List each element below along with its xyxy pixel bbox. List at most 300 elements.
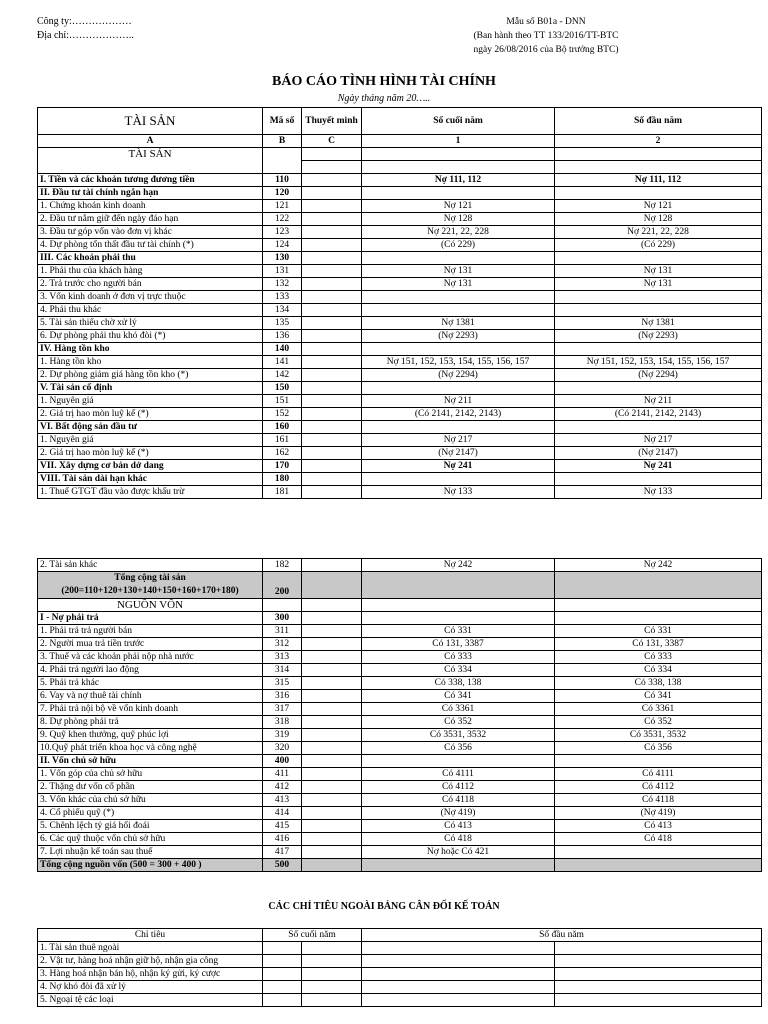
- row-end: Có 3361: [362, 703, 555, 716]
- table-row: [38, 820, 762, 833]
- row-note: [302, 317, 362, 330]
- row-code: 314: [263, 664, 302, 677]
- table-row: [38, 794, 762, 807]
- row-code: 317: [263, 703, 302, 716]
- row-begin: Có 356: [555, 742, 762, 755]
- table-header-row: [38, 108, 762, 135]
- offbalance-begin: [555, 942, 762, 955]
- offbalance-begin: [362, 942, 555, 955]
- row-code: 150: [263, 382, 302, 395]
- header-end: Số cuối năm: [362, 108, 555, 135]
- row-name: 7. Lợi nhuận kế toán sau thuế: [38, 846, 263, 859]
- row-begin: Có 3361: [555, 703, 762, 716]
- table-row: [38, 200, 762, 213]
- row-code: 152: [263, 408, 302, 421]
- empty-cell: [362, 161, 555, 174]
- row-note: [302, 768, 362, 781]
- row-code: 413: [263, 794, 302, 807]
- table-row: [38, 382, 762, 395]
- empty-cell: [362, 599, 555, 612]
- row-note: [302, 794, 362, 807]
- offbalance-body: [38, 942, 762, 1007]
- row-note: [302, 343, 362, 356]
- total-assets-line2: (200=110+120+130+140+150+160+170+180): [61, 586, 239, 596]
- row-code: 151: [263, 395, 302, 408]
- row-begin: (Nợ 2147): [555, 447, 762, 460]
- row-begin: Có 413: [555, 820, 762, 833]
- table-row: [38, 356, 762, 369]
- row-begin: (Có 2141, 2142, 2143): [555, 408, 762, 421]
- row-begin: [555, 304, 762, 317]
- row-code: 417: [263, 846, 302, 859]
- row-begin: Có 131, 3387: [555, 638, 762, 651]
- table-row: [38, 239, 762, 252]
- row-end: (Có 2141, 2142, 2143): [362, 408, 555, 421]
- row-note: [302, 421, 362, 434]
- row-begin: Nợ 128: [555, 213, 762, 226]
- empty-cell: [302, 859, 362, 872]
- row-end: Có 4118: [362, 794, 555, 807]
- table-row: [38, 781, 762, 794]
- table-row: [38, 625, 762, 638]
- row-code: 182: [263, 559, 302, 572]
- row-name: 4. Phải trả người lao động: [38, 664, 263, 677]
- row-name: II. Vốn chủ sở hữu: [38, 755, 263, 768]
- row-end: Nợ 217: [362, 434, 555, 447]
- row-begin: Nợ 242: [555, 559, 762, 572]
- row-name: 6. Vay và nợ thuê tài chính: [38, 690, 263, 703]
- row-name: I - Nợ phải trả: [38, 612, 263, 625]
- row-end: Nợ 241: [362, 460, 555, 473]
- row-note: [302, 729, 362, 742]
- offbalance-item: 3. Hàng hoá nhận bán hộ, nhận ký gửi, ký cược: [38, 968, 263, 981]
- offbalance-end: [263, 981, 302, 994]
- row-begin: (Nợ 419): [555, 807, 762, 820]
- row-end: Có 333: [362, 651, 555, 664]
- empty-cell: [555, 859, 762, 872]
- table-row: [38, 729, 762, 742]
- row-name: 3. Thuế và các khoản phải nộp nhà nước: [38, 651, 263, 664]
- row-name: 7. Phải trả nội bộ về vốn kinh doanh: [38, 703, 263, 716]
- offbalance-end: [302, 968, 362, 981]
- form-issued-date: ngày 26/08/2016 của Bộ trưởng BTC): [473, 45, 619, 55]
- row-note: [302, 252, 362, 265]
- sources-heading: NGUỒN VỐN: [38, 599, 263, 612]
- total-sources-code: 500: [263, 859, 302, 872]
- row-note: [302, 664, 362, 677]
- row-end: Nợ 121: [362, 200, 555, 213]
- col-letter: 2: [555, 135, 762, 148]
- row-note: [302, 265, 362, 278]
- col-letter: C: [302, 135, 362, 148]
- row-name: VIII. Tài sản dài hạn khác: [38, 473, 263, 486]
- row-name: VI. Bất động sản đầu tư: [38, 421, 263, 434]
- row-name: 6. Dự phòng phải thu khó đòi (*): [38, 330, 263, 343]
- offbalance-item: 4. Nợ khó đòi đã xử lý: [38, 981, 263, 994]
- row-end: [362, 755, 555, 768]
- row-code: 120: [263, 187, 302, 200]
- column-letters-row: [38, 135, 762, 148]
- total-assets-row: [38, 572, 762, 599]
- row-note: [302, 807, 362, 820]
- row-note: [302, 612, 362, 625]
- row-note: [302, 638, 362, 651]
- table-row: [38, 278, 762, 291]
- table-row: [38, 369, 762, 382]
- row-begin: Có 4112: [555, 781, 762, 794]
- row-begin: Có 4111: [555, 768, 762, 781]
- row-code: 162: [263, 447, 302, 460]
- empty-cell: [362, 572, 555, 599]
- row-note: [302, 187, 362, 200]
- row-name: 2. Thặng dư vốn cổ phần: [38, 781, 263, 794]
- offbalance-end: [302, 981, 362, 994]
- assets-heading: TÀI SẢN: [38, 148, 263, 174]
- row-name: 1. Thuế GTGT đầu vào được khấu trừ: [38, 486, 263, 499]
- table-row: [38, 846, 762, 859]
- row-code: 134: [263, 304, 302, 317]
- row-code: 135: [263, 317, 302, 330]
- empty-cell: [362, 148, 555, 161]
- row-begin: [555, 473, 762, 486]
- total-assets-label: [38, 572, 263, 599]
- assets-heading-row: [38, 148, 762, 161]
- row-begin: Có 352: [555, 716, 762, 729]
- row-begin: [555, 421, 762, 434]
- empty-cell: [362, 859, 555, 872]
- company-name: Công ty:………………: [37, 16, 132, 27]
- row-code: 121: [263, 200, 302, 213]
- empty-cell: [263, 148, 302, 174]
- row-code: 181: [263, 486, 302, 499]
- row-end: Nợ hoặc Có 421: [362, 846, 555, 859]
- row-name: 1. Hàng tồn kho: [38, 356, 263, 369]
- report-date: Ngày tháng năm 20…..: [337, 93, 431, 104]
- row-note: [302, 846, 362, 859]
- table-row: [38, 473, 762, 486]
- row-begin: Có 334: [555, 664, 762, 677]
- row-begin: Nợ 133: [555, 486, 762, 499]
- table-row: [38, 677, 762, 690]
- table-row: [38, 768, 762, 781]
- assets-body: [38, 174, 762, 499]
- row-begin: (Nợ 2294): [555, 369, 762, 382]
- row-name: 2. Đầu tư nắm giữ đến ngày đáo hạn: [38, 213, 263, 226]
- offbalance-row: [38, 981, 762, 994]
- row-begin: Có 341: [555, 690, 762, 703]
- total-sources-label: Tổng cộng nguồn vốn (500 = 300 + 400 ): [38, 859, 263, 872]
- row-code: 319: [263, 729, 302, 742]
- row-code: 161: [263, 434, 302, 447]
- row-name: III. Các khoản phải thu: [38, 252, 263, 265]
- row-code: 411: [263, 768, 302, 781]
- row-end: Có 352: [362, 716, 555, 729]
- row-name: I. Tiền và các khoản tương đương tiền: [38, 174, 263, 187]
- row-name: 1. Nguyên giá: [38, 434, 263, 447]
- row-end: Nợ 133: [362, 486, 555, 499]
- row-end: [362, 473, 555, 486]
- row-end: (Nợ 2147): [362, 447, 555, 460]
- row-note: [302, 304, 362, 317]
- row-code: 312: [263, 638, 302, 651]
- row-begin: (Nợ 2293): [555, 330, 762, 343]
- row-begin: Nợ 131: [555, 278, 762, 291]
- row-name: 4. Phải thu khác: [38, 304, 263, 317]
- row-note: [302, 755, 362, 768]
- row-note: [302, 330, 362, 343]
- table-row: [38, 703, 762, 716]
- row-code: 315: [263, 677, 302, 690]
- offbalance-end: [263, 968, 302, 981]
- row-end: [362, 343, 555, 356]
- offbalance-row: [38, 955, 762, 968]
- row-end: Có 356: [362, 742, 555, 755]
- empty-cell: [555, 161, 762, 174]
- row-code: 311: [263, 625, 302, 638]
- table-row: [38, 716, 762, 729]
- report-title: BÁO CÁO TÌNH HÌNH TÀI CHÍNH: [272, 74, 496, 89]
- row-name: 2. Giá trị hao mòn luỹ kế (*): [38, 447, 263, 460]
- offbalance-begin: [362, 955, 555, 968]
- table-row: [38, 187, 762, 200]
- table-row: [38, 559, 762, 572]
- row-begin: Nợ 151, 152, 153, 154, 155, 156, 157: [555, 356, 762, 369]
- row-name: VII. Xây dựng cơ bản dở dang: [38, 460, 263, 473]
- row-begin: Nợ 1381: [555, 317, 762, 330]
- offbalance-item: 5. Ngoại tệ các loại: [38, 994, 263, 1007]
- row-note: [302, 677, 362, 690]
- offbalance-end: [302, 955, 362, 968]
- row-end: (Có 229): [362, 239, 555, 252]
- row-name: 1. Chứng khoán kinh doanh: [38, 200, 263, 213]
- row-code: 141: [263, 356, 302, 369]
- row-end: Có 4111: [362, 768, 555, 781]
- table-row: [38, 213, 762, 226]
- row-begin: (Có 229): [555, 239, 762, 252]
- row-code: 160: [263, 421, 302, 434]
- row-note: [302, 703, 362, 716]
- row-end: Có 341: [362, 690, 555, 703]
- row-name: 1. Phải trả trả người bán: [38, 625, 263, 638]
- form-info: [440, 15, 652, 57]
- row-note: [302, 742, 362, 755]
- sources-heading-row: [38, 599, 762, 612]
- table-row: [38, 265, 762, 278]
- row-end: Nợ 151, 152, 153, 154, 155, 156, 157: [362, 356, 555, 369]
- total-sources-row: [38, 859, 762, 872]
- row-name: 6. Các quỹ thuộc vốn chủ sở hữu: [38, 833, 263, 846]
- row-end: Có 338, 138: [362, 677, 555, 690]
- row-note: [302, 239, 362, 252]
- row-note: [302, 213, 362, 226]
- table-row: [38, 408, 762, 421]
- table-row: [38, 690, 762, 703]
- row-note: [302, 447, 362, 460]
- table-row: [38, 343, 762, 356]
- row-begin: [555, 846, 762, 859]
- row-code: 124: [263, 239, 302, 252]
- row-note: [302, 291, 362, 304]
- row-note: [302, 226, 362, 239]
- row-begin: [555, 612, 762, 625]
- row-note: [302, 395, 362, 408]
- row-code: 132: [263, 278, 302, 291]
- table-row: [38, 252, 762, 265]
- row-end: [362, 252, 555, 265]
- row-end: [362, 612, 555, 625]
- empty-cell: [263, 599, 302, 612]
- row-end: Nợ 1381: [362, 317, 555, 330]
- row-name: 3. Đầu tư góp vốn vào đơn vị khác: [38, 226, 263, 239]
- row-name: 1. Nguyên giá: [38, 395, 263, 408]
- table-row: [38, 460, 762, 473]
- row-name: 4. Cổ phiếu quỹ (*): [38, 807, 263, 820]
- row-name: 1. Phải thu của khách hàng: [38, 265, 263, 278]
- row-end: (Nợ 2294): [362, 369, 555, 382]
- offbalance-begin: [362, 994, 555, 1007]
- col-letter: A: [38, 135, 263, 148]
- row-name: IV. Hàng tồn kho: [38, 343, 263, 356]
- row-begin: [555, 755, 762, 768]
- row-end: [362, 382, 555, 395]
- row-code: 142: [263, 369, 302, 382]
- row-note: [302, 434, 362, 447]
- row-end: (Nợ 2293): [362, 330, 555, 343]
- row-name: 9. Quỹ khen thưởng, quỹ phúc lợi: [38, 729, 263, 742]
- row-name: II. Đầu tư tài chính ngắn hạn: [38, 187, 263, 200]
- row-note: [302, 408, 362, 421]
- row-begin: Nợ 211: [555, 395, 762, 408]
- col-letter: B: [263, 135, 302, 148]
- row-code: 136: [263, 330, 302, 343]
- row-code: 122: [263, 213, 302, 226]
- row-begin: Nợ 217: [555, 434, 762, 447]
- row-note: [302, 278, 362, 291]
- table-row: [38, 174, 762, 187]
- row-name: 5. Chênh lệch tỷ giá hối đoái: [38, 820, 263, 833]
- row-end: [362, 304, 555, 317]
- offbalance-end: [263, 942, 302, 955]
- row-begin: [555, 252, 762, 265]
- row-begin: [555, 382, 762, 395]
- row-name: 3. Vốn khác của chủ sở hữu: [38, 794, 263, 807]
- row-end: [362, 421, 555, 434]
- header-note: Thuyết minh: [302, 108, 362, 135]
- row-name: V. Tài sản cố định: [38, 382, 263, 395]
- row-end: Có 3531, 3532: [362, 729, 555, 742]
- row-note: [302, 382, 362, 395]
- empty-cell: [555, 148, 762, 161]
- row-note: [302, 174, 362, 187]
- row-name: 2. Giá trị hao mòn luỹ kế (*): [38, 408, 263, 421]
- table-row: [38, 742, 762, 755]
- row-name: 5. Phải trả khác: [38, 677, 263, 690]
- row-note: [302, 369, 362, 382]
- row-end: Có 131, 3387: [362, 638, 555, 651]
- row-begin: Có 4118: [555, 794, 762, 807]
- form-number: Mẫu số B01a - DNN: [506, 17, 586, 27]
- offbalance-end: [263, 955, 302, 968]
- sources-body: [38, 612, 762, 859]
- row-code: 130: [263, 252, 302, 265]
- row-note: [302, 833, 362, 846]
- row-begin: Nợ 221, 22, 228: [555, 226, 762, 239]
- row-note: [302, 356, 362, 369]
- table-row: [38, 421, 762, 434]
- row-begin: [555, 291, 762, 304]
- row-end: [362, 187, 555, 200]
- offbalance-row: [38, 994, 762, 1007]
- row-name: 2. Dự phòng giảm giá hàng tồn kho (*): [38, 369, 263, 382]
- header-assets: TÀI SẢN: [38, 108, 263, 135]
- row-code: 140: [263, 343, 302, 356]
- table-row: [38, 447, 762, 460]
- row-note: [302, 625, 362, 638]
- table-row: [38, 434, 762, 447]
- row-begin: Nợ 241: [555, 460, 762, 473]
- empty-cell: [555, 599, 762, 612]
- assets-table: [37, 107, 762, 499]
- row-code: 300: [263, 612, 302, 625]
- row-begin: Nợ 121: [555, 200, 762, 213]
- row-name: 10.Quỹ phát triển khoa học và công nghệ: [38, 742, 263, 755]
- row-note: [302, 559, 362, 572]
- row-end: (Nợ 419): [362, 807, 555, 820]
- table-row: [38, 833, 762, 846]
- row-note: [302, 460, 362, 473]
- row-code: 180: [263, 473, 302, 486]
- col-letter: 1: [362, 135, 555, 148]
- offbalance-row: [38, 942, 762, 955]
- row-code: 316: [263, 690, 302, 703]
- row-code: 170: [263, 460, 302, 473]
- offbalance-table: [37, 928, 762, 1007]
- form-issued-by: (Ban hành theo TT 133/2016/TT-BTC: [473, 31, 619, 41]
- offbalance-header-end: Số cuối năm: [263, 929, 362, 942]
- total-assets-code: 200: [263, 572, 302, 599]
- total-assets-line1: Tổng cộng tài sản: [114, 573, 186, 583]
- company-info: [37, 15, 134, 43]
- row-begin: [555, 343, 762, 356]
- table-row: [38, 638, 762, 651]
- offbalance-end: [263, 994, 302, 1007]
- header-code: Mã số: [263, 108, 302, 135]
- table-row: [38, 651, 762, 664]
- row-code: 110: [263, 174, 302, 187]
- table-row: [38, 612, 762, 625]
- row-name: 3. Vốn kinh doanh ở đơn vị trực thuộc: [38, 291, 263, 304]
- offbalance-begin: [555, 955, 762, 968]
- row-name: 2. Người mua trả tiền trước: [38, 638, 263, 651]
- table-row: [38, 330, 762, 343]
- row-name: 2. Trả trước cho người bán: [38, 278, 263, 291]
- row-end: Có 413: [362, 820, 555, 833]
- row-end: Nợ 211: [362, 395, 555, 408]
- table-row: [38, 755, 762, 768]
- row-end: Nợ 128: [362, 213, 555, 226]
- row-code: 320: [263, 742, 302, 755]
- row-begin: Nợ 131: [555, 265, 762, 278]
- row-begin: Có 418: [555, 833, 762, 846]
- row-code: 416: [263, 833, 302, 846]
- row-name: 2. Tài sản khác: [38, 559, 263, 572]
- table-row: [38, 664, 762, 677]
- empty-cell: [302, 161, 362, 174]
- offbalance-header-row: [38, 929, 762, 942]
- offbalance-end: [302, 994, 362, 1007]
- offbalance-row: [38, 968, 762, 981]
- table-row: [38, 486, 762, 499]
